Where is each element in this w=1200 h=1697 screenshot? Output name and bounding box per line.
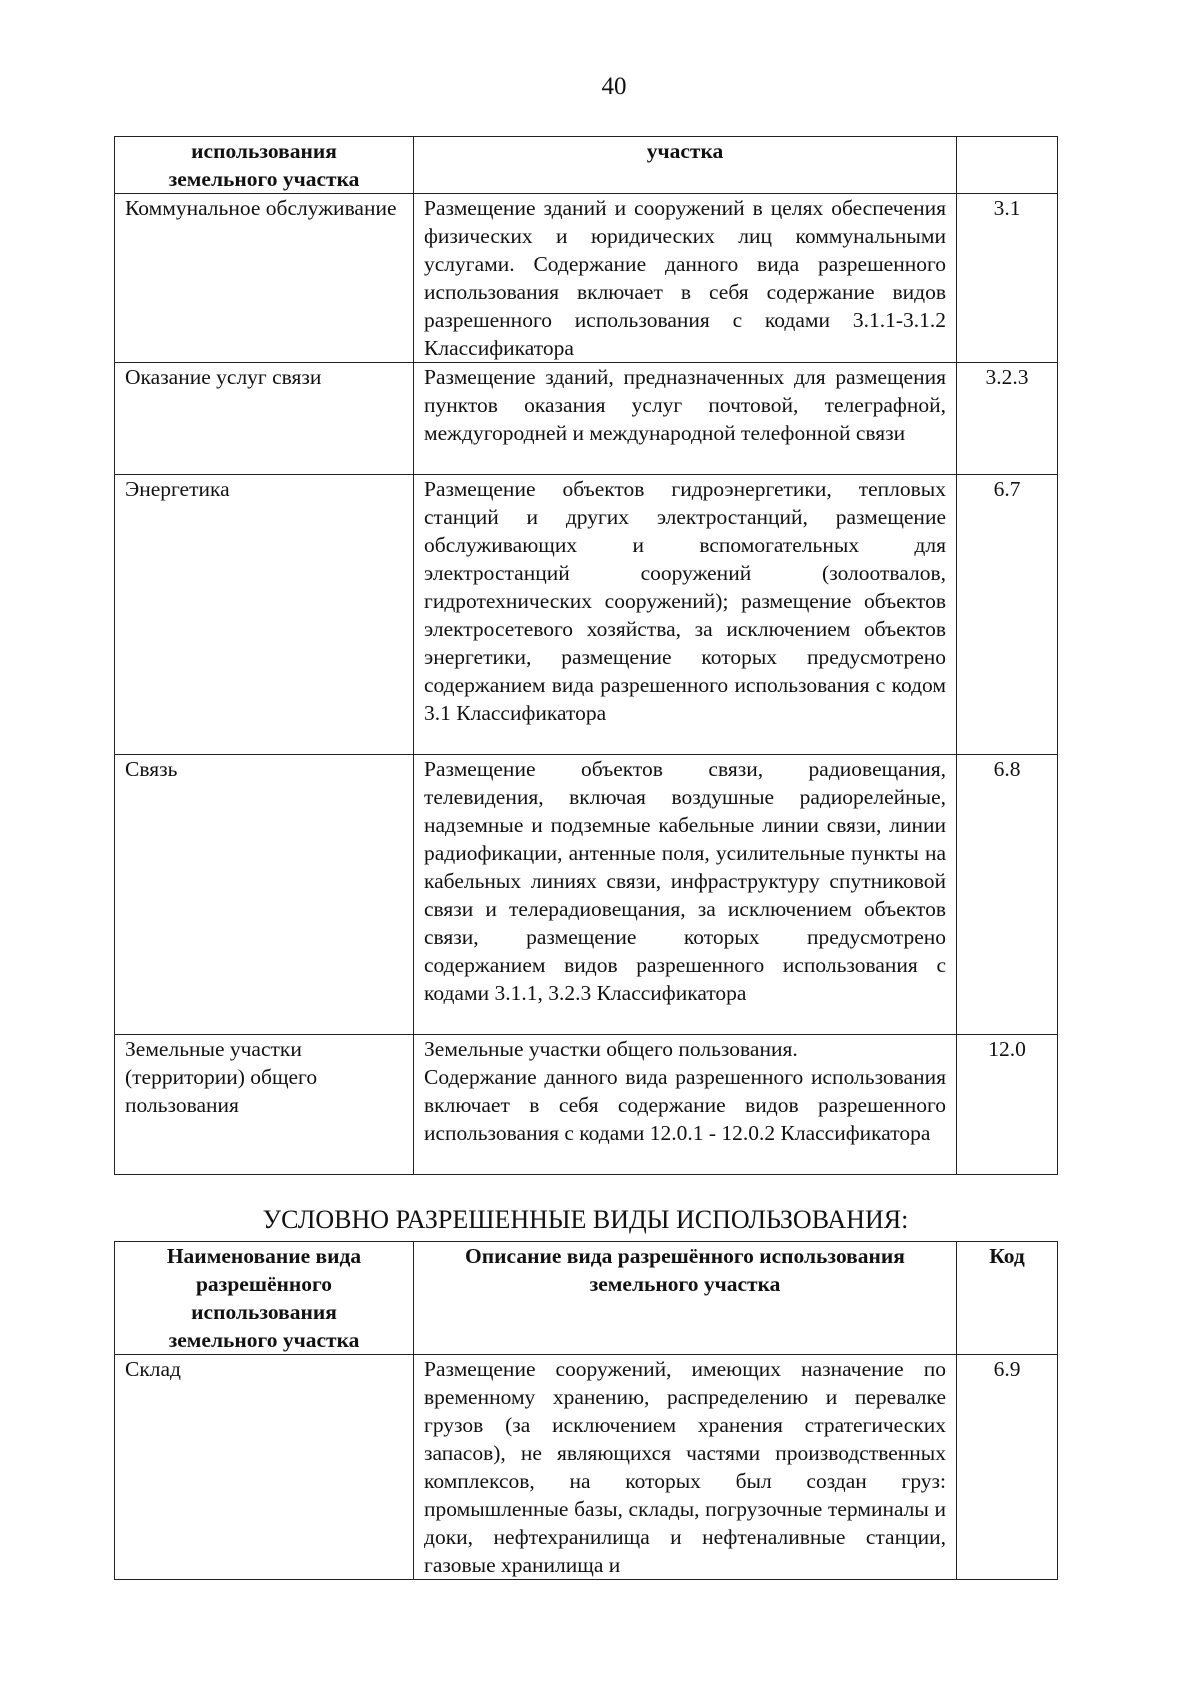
table-header-row — [115, 137, 1058, 194]
table-row — [115, 475, 1058, 755]
table-row — [115, 1355, 1058, 1580]
header-code — [957, 137, 1058, 194]
conditional-uses-table — [114, 1241, 1058, 1580]
table-row — [115, 1035, 1058, 1175]
use-name: Энергетика — [115, 475, 414, 755]
table-row — [115, 194, 1058, 363]
header-name: использования земельного участка — [115, 137, 414, 194]
use-code: 3.1 — [957, 194, 1058, 363]
use-name: Склад — [115, 1355, 414, 1580]
use-name: Земельные участки (территории) общего пользования — [115, 1035, 414, 1175]
use-name: Связь — [115, 755, 414, 1035]
use-description-line: Земельные участки общего пользования. — [424, 1037, 798, 1061]
table-header-row — [115, 1242, 1058, 1355]
header-description: Описание вида разрешённого использования земельного участка — [414, 1242, 957, 1355]
use-description: Размещение сооружений, имеющих назначение по временному хранению, распределению и перевалке грузов (за исключением хранения стратегических запасов), не являющихся частями производственных комплексов, на которых был создан груз: промышленные базы, склады, погрузочные терминалы и доки, нефтехранилища и нефтеналивные станции, газовые хранилища и — [414, 1355, 957, 1580]
header-code: Код — [957, 1242, 1058, 1355]
header-name: Наименование вида разрешённого использования земельного участка — [115, 1242, 414, 1355]
use-code: 6.8 — [957, 755, 1058, 1035]
use-code: 6.7 — [957, 475, 1058, 755]
use-description: Размещение объектов связи, радиовещания, телевидения, включая воздушные радиорелейные, надземные и подземные кабельные линии связи, линии радиофикации, антенные поля, усилительные пункты на кабельных линиях связи, инфраструктуру спутниковой связи и телерадиовещания, за исключением объектов связи, размещение которых предусмотрено содержанием видов разрешенного использования с кодами 3.1.1, 3.2.3 Классификатора — [414, 755, 957, 1035]
page-number: 40 — [601, 73, 627, 100]
use-description-line: Содержание данного вида разрешенного использования включает в себя содержание видов разрешенного использования с кодами 12.0.1 - 12.0.2 Классификатора — [424, 1065, 946, 1145]
permitted-uses-table-continued — [114, 136, 1058, 1175]
use-code: 3.2.3 — [957, 363, 1058, 475]
use-description: Размещение зданий, предназначенных для размещения пунктов оказания услуг почтовой, телеграфной, междугородней и международной телефонной связи — [414, 363, 957, 475]
table-row — [115, 363, 1058, 475]
use-description: Размещение объектов гидроэнергетики, тепловых станций и других электростанций, размещение обслуживающих и вспомогательных для электростанций сооружений (золоотвалов, гидротехнических сооружений); размещение объектов электросетевого хозяйства, за исключением объектов энергетики, размещение которых предусмотрено содержанием вида разрешенного использования с кодом 3.1 Классификатора — [414, 475, 957, 755]
use-name: Оказание услуг связи — [115, 363, 414, 475]
use-code: 6.9 — [957, 1355, 1058, 1580]
use-name: Коммунальное обслуживание — [115, 194, 414, 363]
section-heading: УСЛОВНО РАЗРЕШЕННЫЕ ВИДЫ ИСПОЛЬЗОВАНИЯ: — [262, 1205, 909, 1234]
use-code: 12.0 — [957, 1035, 1058, 1175]
use-description: Размещение зданий и сооружений в целях обеспечения физических и юридических лиц коммунальными услугами. Содержание данного вида разрешенного использования включает в себя содержание видов разрешенного использования с кодами 3.1.1-3.1.2 Классификатора — [414, 194, 957, 363]
use-description — [414, 1035, 957, 1175]
header-description: участка — [414, 137, 957, 194]
table-row — [115, 755, 1058, 1035]
